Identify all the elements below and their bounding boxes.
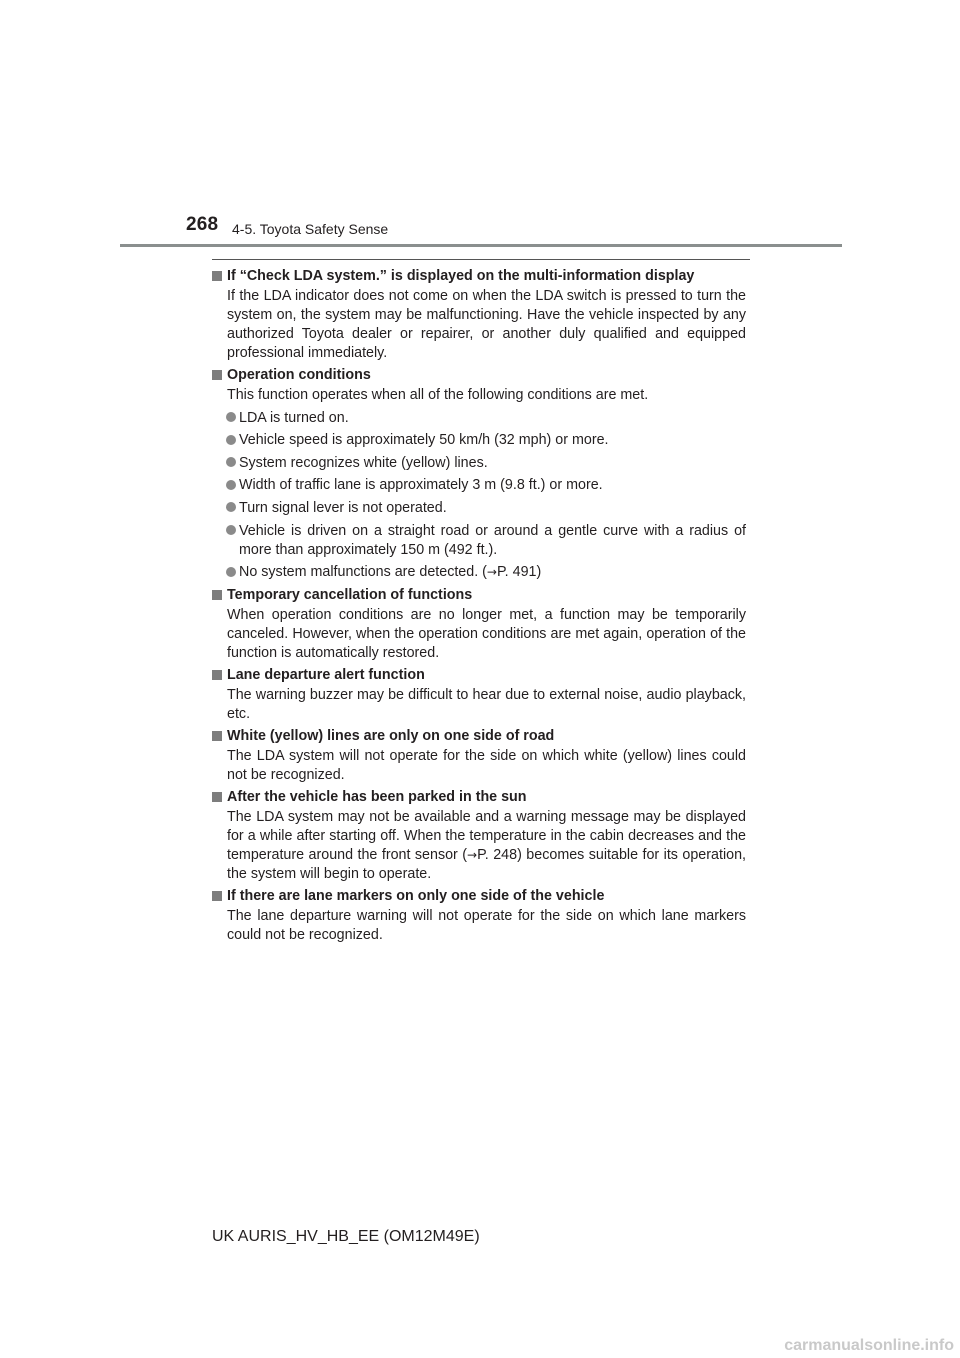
page-reference-link[interactable]: P. 248 — [477, 846, 518, 863]
content-rule — [212, 259, 750, 260]
list-item: System recognizes white (yellow) lines. — [212, 454, 746, 473]
list-item: Vehicle speed is approximately 50 km/h (32 mph) or more. — [212, 431, 746, 450]
circle-bullet-icon — [226, 457, 236, 467]
header-rule — [120, 244, 842, 247]
section-check-lda — [212, 267, 746, 363]
square-bullet-icon — [212, 891, 222, 901]
content — [212, 267, 746, 948]
section-heading — [212, 366, 746, 385]
page-number: 268 — [186, 214, 219, 235]
square-bullet-icon — [212, 731, 222, 741]
section-heading — [212, 666, 746, 685]
section-lane-markers-one-side — [212, 887, 746, 945]
arrow-right-icon: → — [467, 847, 478, 862]
square-bullet-icon — [212, 370, 222, 380]
square-bullet-icon — [212, 670, 222, 680]
section-heading — [212, 788, 746, 807]
section-paragraph: When operation conditions are no longer met, a function may be temporarily canceled. However, when the operation conditions are met again, operation of the function is automatically restored. — [227, 606, 746, 661]
section-heading — [212, 887, 746, 906]
footer-model: UK AURIS_HV_HB_EE (OM12M49E) — [212, 1228, 480, 1245]
watermark: carmanualsonline.info — [784, 1337, 954, 1354]
heading-text: Lane departure alert function — [227, 666, 425, 683]
square-bullet-icon — [212, 271, 222, 281]
list-item: No system malfunctions are detected. (→P. 491) — [212, 563, 746, 582]
list-item: LDA is turned on. — [212, 409, 746, 428]
square-bullet-icon — [212, 792, 222, 802]
section-paragraph: The lane departure warning will not operate for the side on which lane markers could not be recognized. — [227, 907, 746, 943]
circle-bullet-icon — [226, 567, 236, 577]
arrow-right-icon: → — [486, 565, 497, 580]
circle-bullet-icon — [226, 435, 236, 445]
heading-text: After the vehicle has been parked in the sun — [227, 788, 527, 805]
section-heading — [212, 727, 746, 746]
section-paragraph: If the LDA indicator does not come on when the LDA switch is pressed to turn the system on, the system may be malfunctioning. Have the vehicle inspected by any authorized Toyota dealer or repairer, or another duly qualified and equipped professional immediately. — [227, 288, 746, 361]
list-item: Turn signal lever is not operated. — [212, 499, 746, 518]
heading-text: White (yellow) lines are only on one side of road — [227, 727, 555, 744]
heading-text: If there are lane markers on only one side of the vehicle — [227, 887, 605, 904]
section-paragraph: This function operates when all of the following conditions are met. — [227, 387, 649, 403]
list-item: Vehicle is driven on a straight road or around a gentle curve with a radius of more than approximately 150 m (492 ft.). — [212, 522, 746, 560]
section-lane-departure-alert — [212, 666, 746, 724]
circle-bullet-icon — [226, 412, 236, 422]
section-paragraph: The LDA system may not be available and a warning message may be displayed for a while after starting off. When the temperature in the cabin decreases and the temperature around the front sensor (→P. 248) becomes suitable for its operation, the system will begin to operate. — [227, 808, 746, 882]
heading-text: Temporary cancellation of functions — [227, 586, 473, 603]
section-paragraph: The LDA system will not operate for the side on which white (yellow) lines could not be recognized. — [227, 747, 746, 783]
section-paragraph: The warning buzzer may be difficult to hear due to external noise, audio playback, etc. — [227, 686, 746, 722]
section-lines-one-side — [212, 727, 746, 785]
section-heading — [212, 267, 746, 286]
section-parked-in-sun — [212, 788, 746, 884]
heading-text: If “Check LDA system.” is displayed on the multi-information display — [227, 268, 695, 284]
section-heading — [212, 586, 746, 605]
heading-text: Operation conditions — [227, 367, 371, 383]
page-reference-link[interactable]: P. 491 — [496, 564, 537, 581]
section-title: 4-5. Toyota Safety Sense — [232, 221, 389, 237]
square-bullet-icon — [212, 590, 222, 600]
section-operation-conditions — [212, 366, 746, 582]
circle-bullet-icon — [226, 502, 236, 512]
section-temporary-cancellation — [212, 586, 746, 663]
circle-bullet-icon — [226, 525, 236, 535]
circle-bullet-icon — [226, 480, 236, 490]
list-item: Width of traffic lane is approximately 3 m (9.8 ft.) or more. — [212, 476, 746, 495]
